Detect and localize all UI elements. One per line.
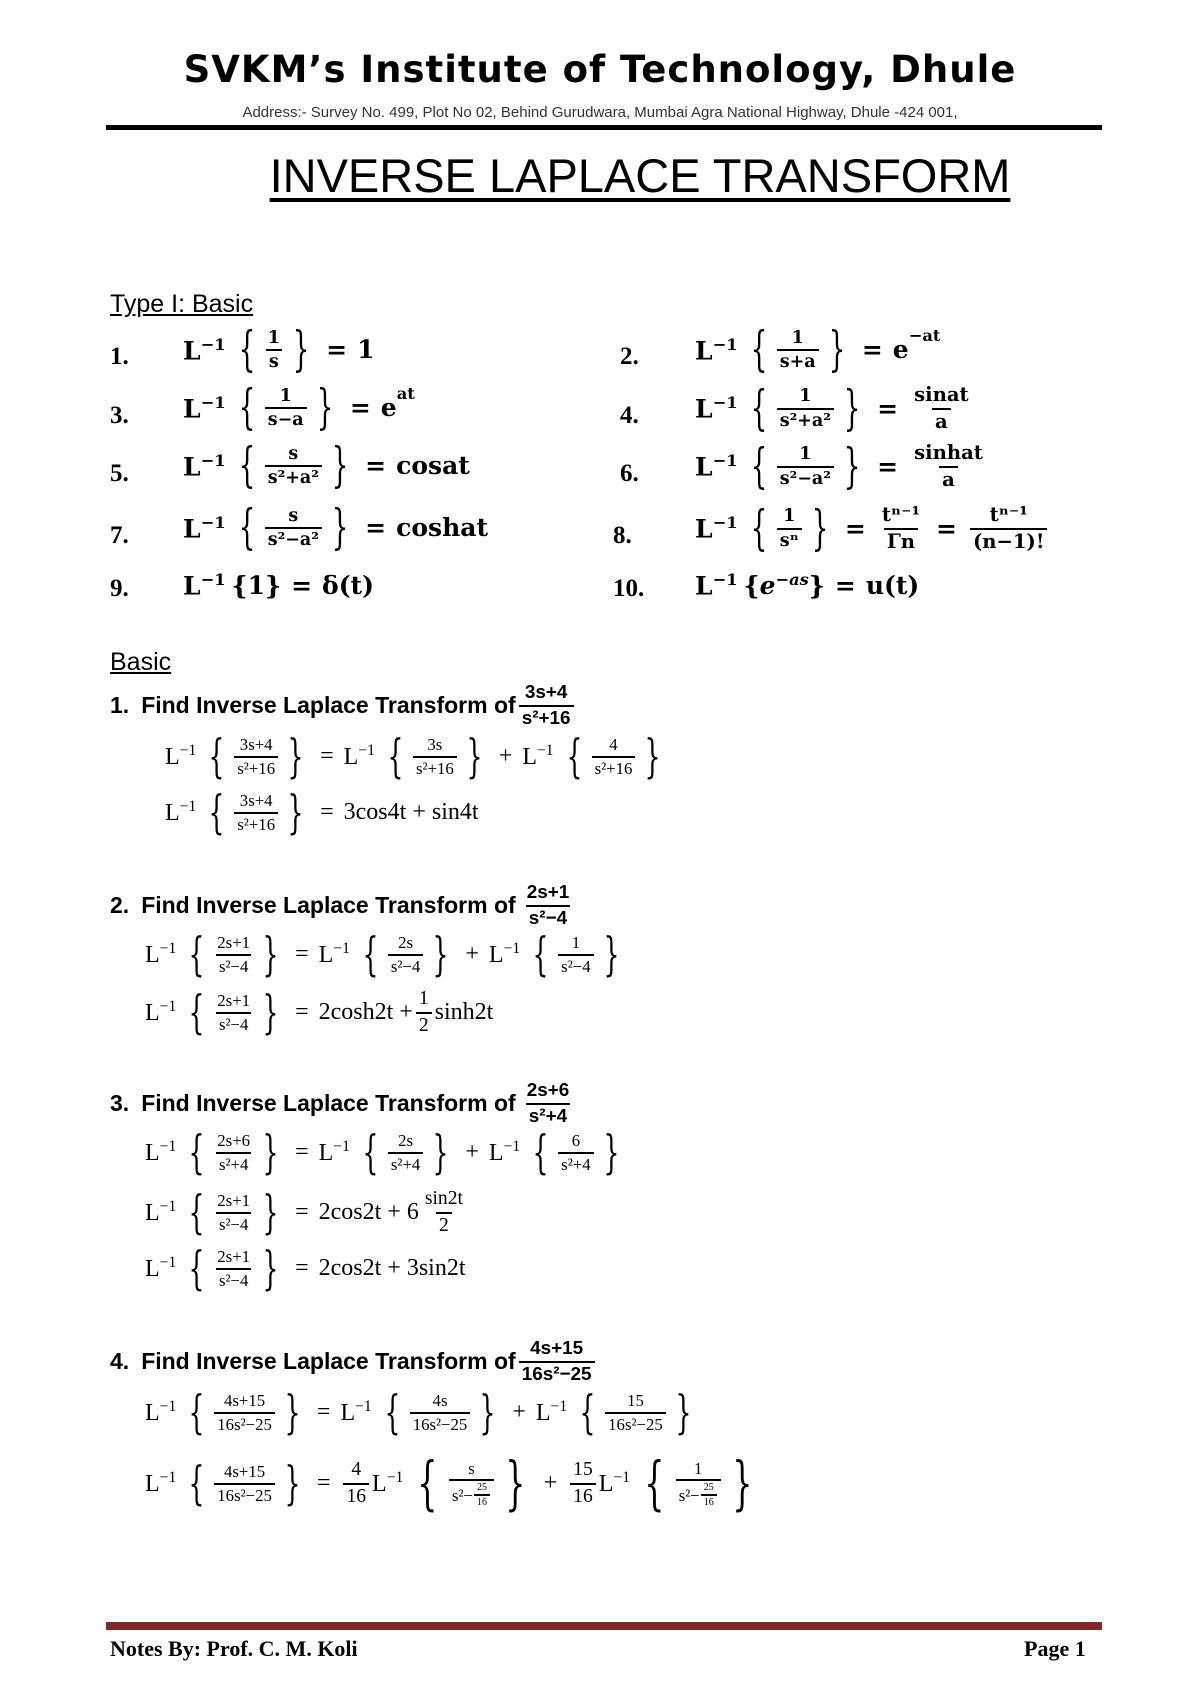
page-title: INVERSE LAPLACE TRANSFORM <box>269 149 1011 202</box>
problem-2-question: 2. Find Inverse Laplace Transform of 2s+1 s²−4 <box>110 882 570 929</box>
formula-number: 1. <box>110 343 129 370</box>
formula-number: 8. <box>613 522 632 549</box>
formula-number: 5. <box>110 460 129 487</box>
basic-heading: Basic <box>110 648 172 676</box>
formula-4: $L^{-1}$ { 1 s²+a² } = $\frac{\text{sinat}}{a}$ <box>695 380 969 436</box>
formula-number: 2. <box>620 343 639 370</box>
formula-5: $L^{-1}$ { s s²+a² } = cosat <box>183 438 470 493</box>
formula-number: 3. <box>110 402 129 429</box>
formula-1: $L^{-1}$ { 1 s } = 1 <box>183 322 375 377</box>
problem-4-question: 4. Find Inverse Laplace Transform of 4s+15 16s²−25 <box>110 1338 598 1385</box>
formula-9: $L^{-1}$ { 1 } = δ(t) <box>183 570 374 601</box>
problem-1-step-1: $L^{-1}$ { 3s+4 s²+16 } = $L^{-1}$ { 3s s²+16 } + $L^{-1}$ { 4 s²+16 } <box>165 730 661 783</box>
problem-1-step-2: $L^{-1}$ { 3s+4 s²+16 } = 3cos4t + sin4t <box>165 786 479 839</box>
formula-10: $L^{-1}$ { e $^{-as}$ } = u(t) <box>695 570 920 601</box>
problem-3-question: 3. Find Inverse Laplace Transform of 2s+6 s²+4 <box>110 1080 570 1127</box>
problem-3-step-1: $L^{-1}$ { 2s+6 s²+4 } = $L^{-1}$ { 2s s²+4 } + $L^{-1}$ { 6 s²+4 } <box>145 1126 620 1179</box>
formula-number: 4. <box>620 402 639 429</box>
problem-3-step-2: $L^{-1}$ { 2s+1 s²−4 } = 2cos2t + 6 sin2t 2 <box>145 1185 463 1239</box>
formula-6: $L^{-1}$ { 1 s²−a² } = sinhat a <box>695 438 983 494</box>
institute-name: SVKM’s Institute of Technology, Dhule <box>183 48 1017 91</box>
header-rule <box>106 125 1102 130</box>
problem-1-question: 1. Find Inverse Laplace Transform of 3s+4 s²+16 <box>110 682 577 729</box>
problem-4-step-2: $L^{-1}$ { 4s+15 16s²−25 } = $\frac{4}{16}$ $L^{-1}$ { s s²− $\frac{25}{16}$ } + $\frac{15}{16}$ $L^{-1}$ { 1 s²− $\frac{25}{16}$ } <box>145 1450 753 1517</box>
formula-8: $L^{-1}$ { 1 sⁿ } = $\frac{\text{tⁿ⁻¹}}{\Gamma n}$ = $\frac{\text{tⁿ⁻¹}}{(n-1)!}$ <box>695 504 1050 553</box>
formula-number: 6. <box>620 460 639 487</box>
formula-3: $L^{-1}$ { 1 s−a } = e $^{at}$ <box>183 380 415 435</box>
formula-7: $L^{-1}$ { s s²−a² } = coshat <box>183 500 489 555</box>
formula-number: 7. <box>110 522 129 549</box>
formula-number: 9. <box>110 575 129 602</box>
type1-heading: Type I: Basic <box>110 290 254 318</box>
formula-number: 10. <box>613 575 645 602</box>
institute-address: Address:- Survey No. 499, Plot No 02, Behind Gurudwara, Mumbai Agra National Highway, Dhule -424 001, <box>242 104 958 121</box>
page-number: Page 1 <box>1024 1636 1086 1661</box>
problem-2-step-1: $L^{-1}$ { 2s+1 s²−4 } = $L^{-1}$ { 2s s²−4 } + $L^{-1}$ { 1 s²−4 } <box>145 928 620 981</box>
footer-notes: Notes By: Prof. C. M. Koli <box>110 1636 358 1661</box>
formula-2: $L^{-1}$ { 1 s+a } = e $^{-at}$ <box>695 322 941 377</box>
footer-rule <box>106 1622 1102 1630</box>
problem-4-step-1: $L^{-1}$ { 4s+15 16s²−25 } = $L^{-1}$ { 4s 16s²−25 } + $L^{-1}$ { 15 16s²−25 } <box>145 1386 692 1439</box>
problem-2-step-2: $L^{-1}$ { 2s+1 s²−4 } = 2cosh2t + $\frac{1}{2}$ sinh2t <box>145 985 494 1039</box>
problem-3-step-3: $L^{-1}$ { 2s+1 s²−4 } = 2cos2t + 3sin2t <box>145 1242 466 1295</box>
